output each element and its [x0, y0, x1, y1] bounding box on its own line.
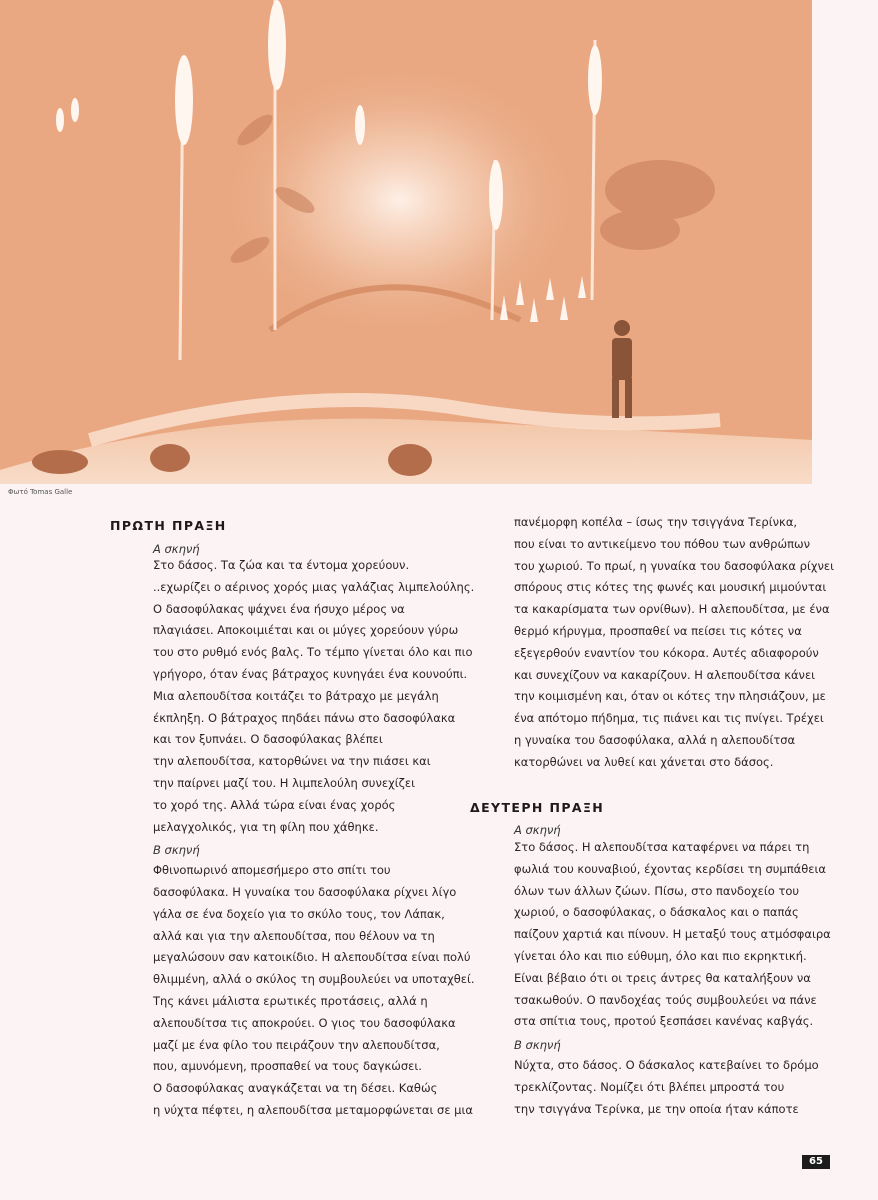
text-line: Της κάνει μάλιστα ερωτικές προτάσεις, αλλά η — [153, 994, 428, 1008]
photo-credit: Φωτό Tomas Galle — [8, 488, 73, 496]
text-line: ένα απότομο πήδημα, τις πιάνει και τις πνίγει. Τρέχει — [514, 711, 824, 726]
text-line: θλιμμένη, αλλά ο σκύλος τη συμβουλεύει να υποταχθεί. — [153, 972, 475, 987]
stage-photo-illustration — [0, 0, 812, 484]
text-line: πλαγιάσει. Αποκοιμιέται και οι μύγες χορεύουν γύρω — [153, 623, 459, 638]
text-line: μεγαλώσουν σαν κατοικίδιο. Η αλεπουδίτσα είναι πολύ — [153, 950, 471, 965]
text-line: δασοφύλακα. Η γυναίκα του δασοφύλακα ρίχνει λίγο — [153, 885, 457, 899]
text-line: μελαγχολικός, για τη φίλη που χάθηκε. — [153, 819, 379, 834]
text-line: το χορό της. Αλλά τώρα είναι ένας χορός — [153, 797, 396, 812]
text-line: θερμό κήρυγμα, προσπαθεί να πείσει τις κότες να — [514, 624, 802, 638]
text-line: παίζουν χαρτιά και πίνουν. Η μεταξύ τους ατμόσφαιρα — [514, 927, 831, 942]
text-line: του χωριού. Το πρωί, η γυναίκα του δασοφύλακα ρίχνει — [514, 558, 835, 573]
text-line: ..εχωρίζει ο αέρινος χορός μιας γαλάζιας λιμπελούλης. — [153, 579, 475, 594]
text-line: τα κακαρίσματα των ορνίθων). Η αλεπουδίτσα, με ένα — [514, 602, 830, 617]
text-line: γάλα σε ένα δοχείο για το σκύλο τους, τον Λάπακ, — [153, 906, 445, 921]
text-line: αλλά και για την αλεπουδίτσα, που θέλουν να τη — [153, 928, 435, 943]
act2-scene-b-label: Β σκηνή — [514, 1038, 561, 1053]
act2-heading: ΔΕΥΤΕΡΗ ΠΡΑΞΗ — [470, 800, 605, 815]
text-line: Μια αλεπουδίτσα κοιτάζει το βάτραχο με μεγάλη — [153, 688, 439, 703]
text-line: η γυναίκα του δασοφύλακα, αλλά η αλεπουδίτσα — [514, 733, 796, 747]
text-line: Είναι βέβαιο ότι οι τρεις άντρες θα καταλήξουν να — [514, 970, 811, 985]
text-line: έκπληξη. Ο βάτραχος πηδάει πάνω στο δασοφύλακα — [153, 710, 456, 725]
text-line: Στο δάσος. Τα ζώα και τα έντομα χορεύουν. — [153, 558, 410, 572]
text-line: η νύχτα πέφτει, η αλεπουδίτσα μεταμορφώνεται σε μια — [153, 1103, 473, 1117]
text-line: εξεγερθούν εναντίον του κόκορα. Αυτές αδιαφορούν — [514, 645, 819, 660]
text-line: τσακωθούν. Ο πανδοχέας τούς συμβουλεύει να πάνε — [514, 992, 817, 1007]
text-line: κατορθώνει να λυθεί και χάνεται στο δάσος. — [514, 754, 774, 769]
text-line: που, αμυνόμενη, προσπαθεί να τους δαγκώσει. — [153, 1059, 422, 1074]
text-line: την τσιγγάνα Τερίνκα, με την οποία ήταν κάποτε — [514, 1101, 799, 1116]
text-line: μαζί με ένα φίλο του πειράζουν την αλεπουδίτσα, — [153, 1037, 440, 1052]
act1-heading: ΠΡΩΤΗ ΠΡΑΞΗ — [110, 518, 227, 533]
text-line: πανέμορφη κοπέλα – ίσως την τσιγγάνα Τερίνκα, — [514, 515, 798, 529]
text-line: την αλεπουδίτσα, κατορθώνει να την πιάσει και — [153, 754, 431, 769]
text-line: Στο δάσος. Η αλεπουδίτσα καταφέρνει να πάρει τη — [514, 840, 810, 854]
page-number: 65 — [802, 1155, 830, 1169]
text-line: που είναι το αντικείμενο του πόθου των ανθρώπων — [514, 536, 811, 551]
text-line: χωριού, ο δασοφύλακας, ο δάσκαλος και ο παπάς — [514, 905, 799, 920]
act1-scene-b-label: Β σκηνή — [153, 843, 200, 858]
text-line: Ο δασοφύλακας ψάχνει ένα ήσυχο μέρος να — [153, 601, 405, 616]
text-line: την κοιμισμένη και, όταν οι κότες την πλησιάζουν, με — [514, 689, 826, 704]
text-line: Νύχτα, στο δάσος. Ο δάσκαλος κατεβαίνει το δρόμο — [514, 1058, 819, 1072]
text-line: την παίρνει μαζί του. Η λιμπελούλη συνεχίζει — [153, 776, 415, 790]
text-line: και συνεχίζουν να κακαρίζουν. Η αλεπουδίτσα κάνει — [514, 667, 816, 682]
text-line: σπόρους στις κότες της φωνές και μουσική μιμούνται — [514, 580, 827, 595]
text-line: στα σπίτια τους, προτού ξεσπάσει κανένας καβγάς. — [514, 1014, 814, 1029]
text-line: τρεκλίζοντας. Νομίζει ότι βλέπει μπροστά του — [514, 1079, 785, 1094]
text-line: αλεπουδίτσα τις αποκρούει. Ο γιος του δασοφύλακα — [153, 1015, 456, 1030]
act2-scene-a-label: Α σκηνή — [514, 823, 561, 837]
text-line: και τον ξυπνάει. Ο δασοφύλακας βλέπει — [153, 732, 383, 747]
text-line: φωλιά του κουναβιού, έχοντας κερδίσει τη συμπάθεια — [514, 861, 826, 876]
text-line: του στο ρυθμό ενός βαλς. Το τέμπο γίνεται όλο και πιο — [153, 645, 473, 660]
text-line: Φθινοπωρινό απομεσήμερο στο σπίτι του — [153, 863, 391, 878]
text-line: Ο δασοφύλακας αναγκάζεται να τη δέσει. Καθώς — [153, 1081, 438, 1096]
text-line: γίνεται όλο και πιο εύθυμη, όλο και πιο εκρηκτική. — [514, 949, 807, 963]
stage-photo — [0, 0, 812, 484]
text-line: γρήγορο, όταν ένας βάτραχος κυνηγάει ένα κουνούπι. — [153, 667, 468, 681]
text-line: όλων των άλλων ζώων. Πίσω, στο πανδοχείο του — [514, 883, 800, 898]
act1-scene-a-label: Α σκηνή — [153, 542, 200, 556]
